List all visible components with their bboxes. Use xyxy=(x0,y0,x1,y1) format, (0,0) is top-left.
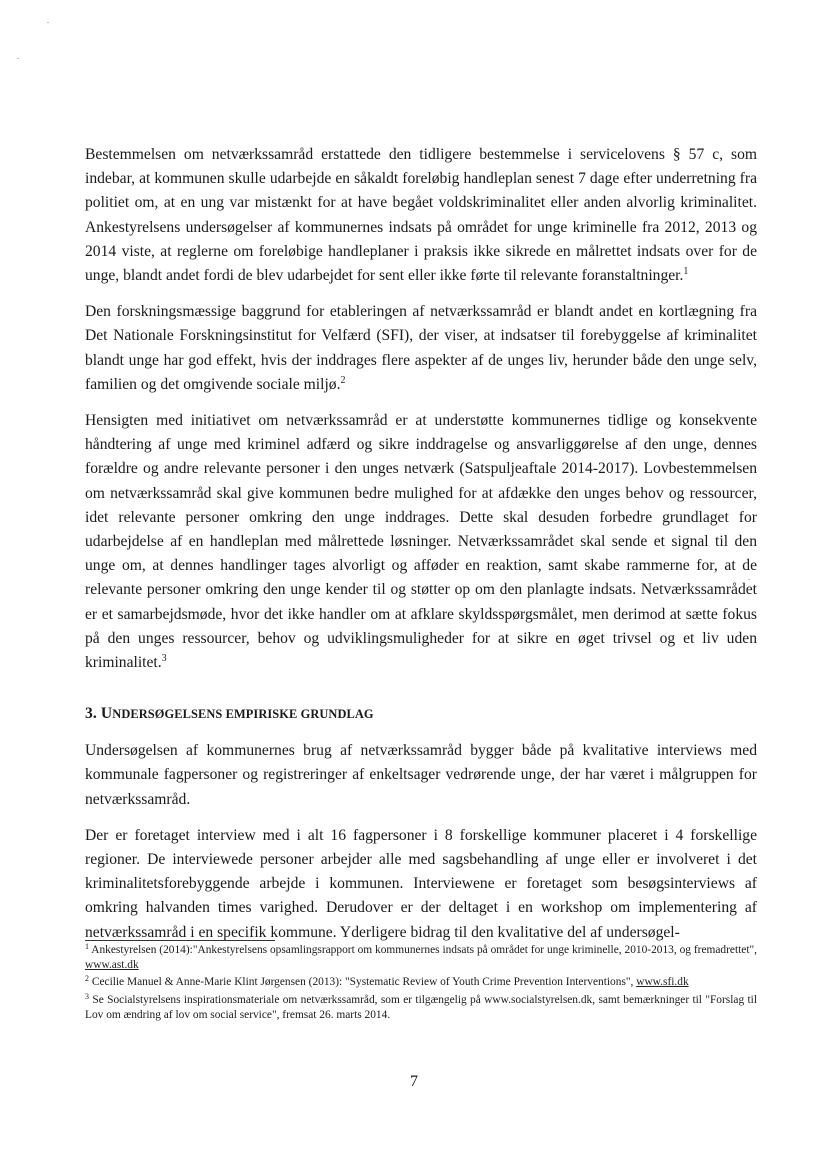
footnote-link[interactable]: www.sfi.dk xyxy=(636,976,689,989)
paragraph-2 xyxy=(85,300,757,397)
footnote-number: 1 xyxy=(85,942,89,951)
paragraph-text: Bestemmelsen om netværkssamråd erstattede den tidligere bestemmelse i servicelovens § 57 c, som indebar, at kommunen skulle udarbejde en såkaldt foreløbig handleplan senest 7 dage efter underretning fra politiet om, at en ung var mistænkt for at have begået voldskriminalitet eller anden alvorlig kriminalitet. Ankestyrelsens undersøgelser af kommunernes indsats på området for unge kriminelle fra 2012, 2013 og 2014 viste, at reglerne om foreløbige handleplaner i praksis ikke sikrede en målrettet indsats over for de unge, blandt andet fordi de blev udarbejdet for sent eller ikke førte til relevante foranstaltninger. xyxy=(85,146,757,285)
footnotes xyxy=(85,943,757,1025)
page-number: 7 xyxy=(410,1073,418,1090)
scan-speck xyxy=(17,58,19,59)
paragraph-text: Den forskningsmæssige baggrund for etableringen af netværkssamråd er blandt andet en kortlægning fra Det Nationale Forskningsinstitut for Velfærd (SFI), der viser, at indsatser til forebyggelse af kriminalitet blandt unge har god effekt, hvis der inddrages flere aspekter af de unges liv, herunder både den unge selv, familien og det omgivende sociale miljø. xyxy=(85,303,757,393)
main-text xyxy=(85,143,757,957)
paragraph-3 xyxy=(85,409,757,675)
paragraph-1 xyxy=(85,143,757,288)
footnote-ref: 3 xyxy=(161,653,167,665)
section-paragraph-1 xyxy=(85,739,757,812)
section-heading xyxy=(85,703,757,725)
paragraph-text: Undersøgelsen af kommunernes brug af netværkssamråd bygger både på kvalitative interviews med kommunale fagpersoner og registreringer af enkeltsager vedrørende unge, der har været i målgruppen for netværkssamråd. xyxy=(85,742,757,808)
footnote-text: Cecilie Manuel & Anne-Marie Klint Jørgensen (2013): "Systematic Review of Youth Crime Prevention Interventions", xyxy=(91,976,634,989)
footnote-ref: 1 xyxy=(683,266,689,278)
footnote-number: 3 xyxy=(85,991,89,1001)
scan-speck xyxy=(47,22,49,23)
section-title-rest: NDERSØGELSENS EMPIRISKE GRUNDLAG xyxy=(112,707,374,722)
footnote-separator xyxy=(85,940,275,941)
footnote-link[interactable]: www.ast.dk xyxy=(85,959,139,972)
footnote-text: Se Socialstyrelsens inspirationsmateriale om netværkssamråd, som er tilgængelig på www.socialstyrelsen.dk, samt bemærkninger til "Forslag til Lov om ændring af lov om social service", fremsat 26. marts 2014. xyxy=(85,993,757,1021)
section-paragraph-2 xyxy=(85,824,757,945)
footnote-3 xyxy=(85,993,757,1023)
paragraph-text: Der er foretaget interview med i alt 16 fagpersoner i 8 forskellige kommuner placeret i 4 forskellige regioner. De interviewede personer arbejder alle med sagsbehandling af unge eller er involveret i det kriminalitetsforebyggende arbejde i kommunen. Interviewene er foretaget som besøgsinterviews af omkring halvanden times varighed. Derudover er der deltaget i en workshop om implementering af netværkssamråd i en specifik kommune. Yderligere bidrag til den kvalitative del af undersøgel- xyxy=(85,826,757,941)
footnote-text: Ankestyrelsen (2014):"Ankestyrelsens opsamlingsrapport om kommunernes indsats på området for unge kriminelle, 2010-2013, og fremadrettet", xyxy=(91,944,758,956)
footnote-ref: 2 xyxy=(340,374,346,386)
footnote-number: 2 xyxy=(85,974,89,984)
footnote-1 xyxy=(85,943,757,973)
paragraph-text: Hensigten med initiativet om netværkssamråd er at understøtte kommunernes tidlige og konsekvente håndtering af unge med kriminel adfærd og sikre inddragelse og ansvarliggørelse af den unge, dennes forældre og andre relevante personer i den unges netværk (Satspuljeaftale 2014-2017). Lovbestemmelsen om netværkssamråd skal give kommunen bedre mulighed for at afdække den unges behov og ressourcer, idet relevante personer omkring den unge inddrages. Dette skal desuden forbedre grundlaget for udarbejdelse af en handleplan med målrettede løsninger. Netværkssamrådet skal sende et signal til den unge om, at dennes handlinger tages alvorligt og afføder en reaktion, samt skabe rammerne for, at de relevante personer omkring den unge kender til og støtter op om den planlagte indsats. Netværkssamrådet er et samarbejdsmøde, hvor det ikke handler om at afklare skyldsspørgsmålet, men derimod at sætte fokus på den unges ressourcer, behov og udviklingsmuligheder for at sikre en øget trivsel og et liv uden kriminalitet. xyxy=(85,412,757,672)
section-number: 3. xyxy=(85,705,97,723)
footnote-2 xyxy=(85,975,757,990)
section-title-initial: U xyxy=(100,705,113,723)
